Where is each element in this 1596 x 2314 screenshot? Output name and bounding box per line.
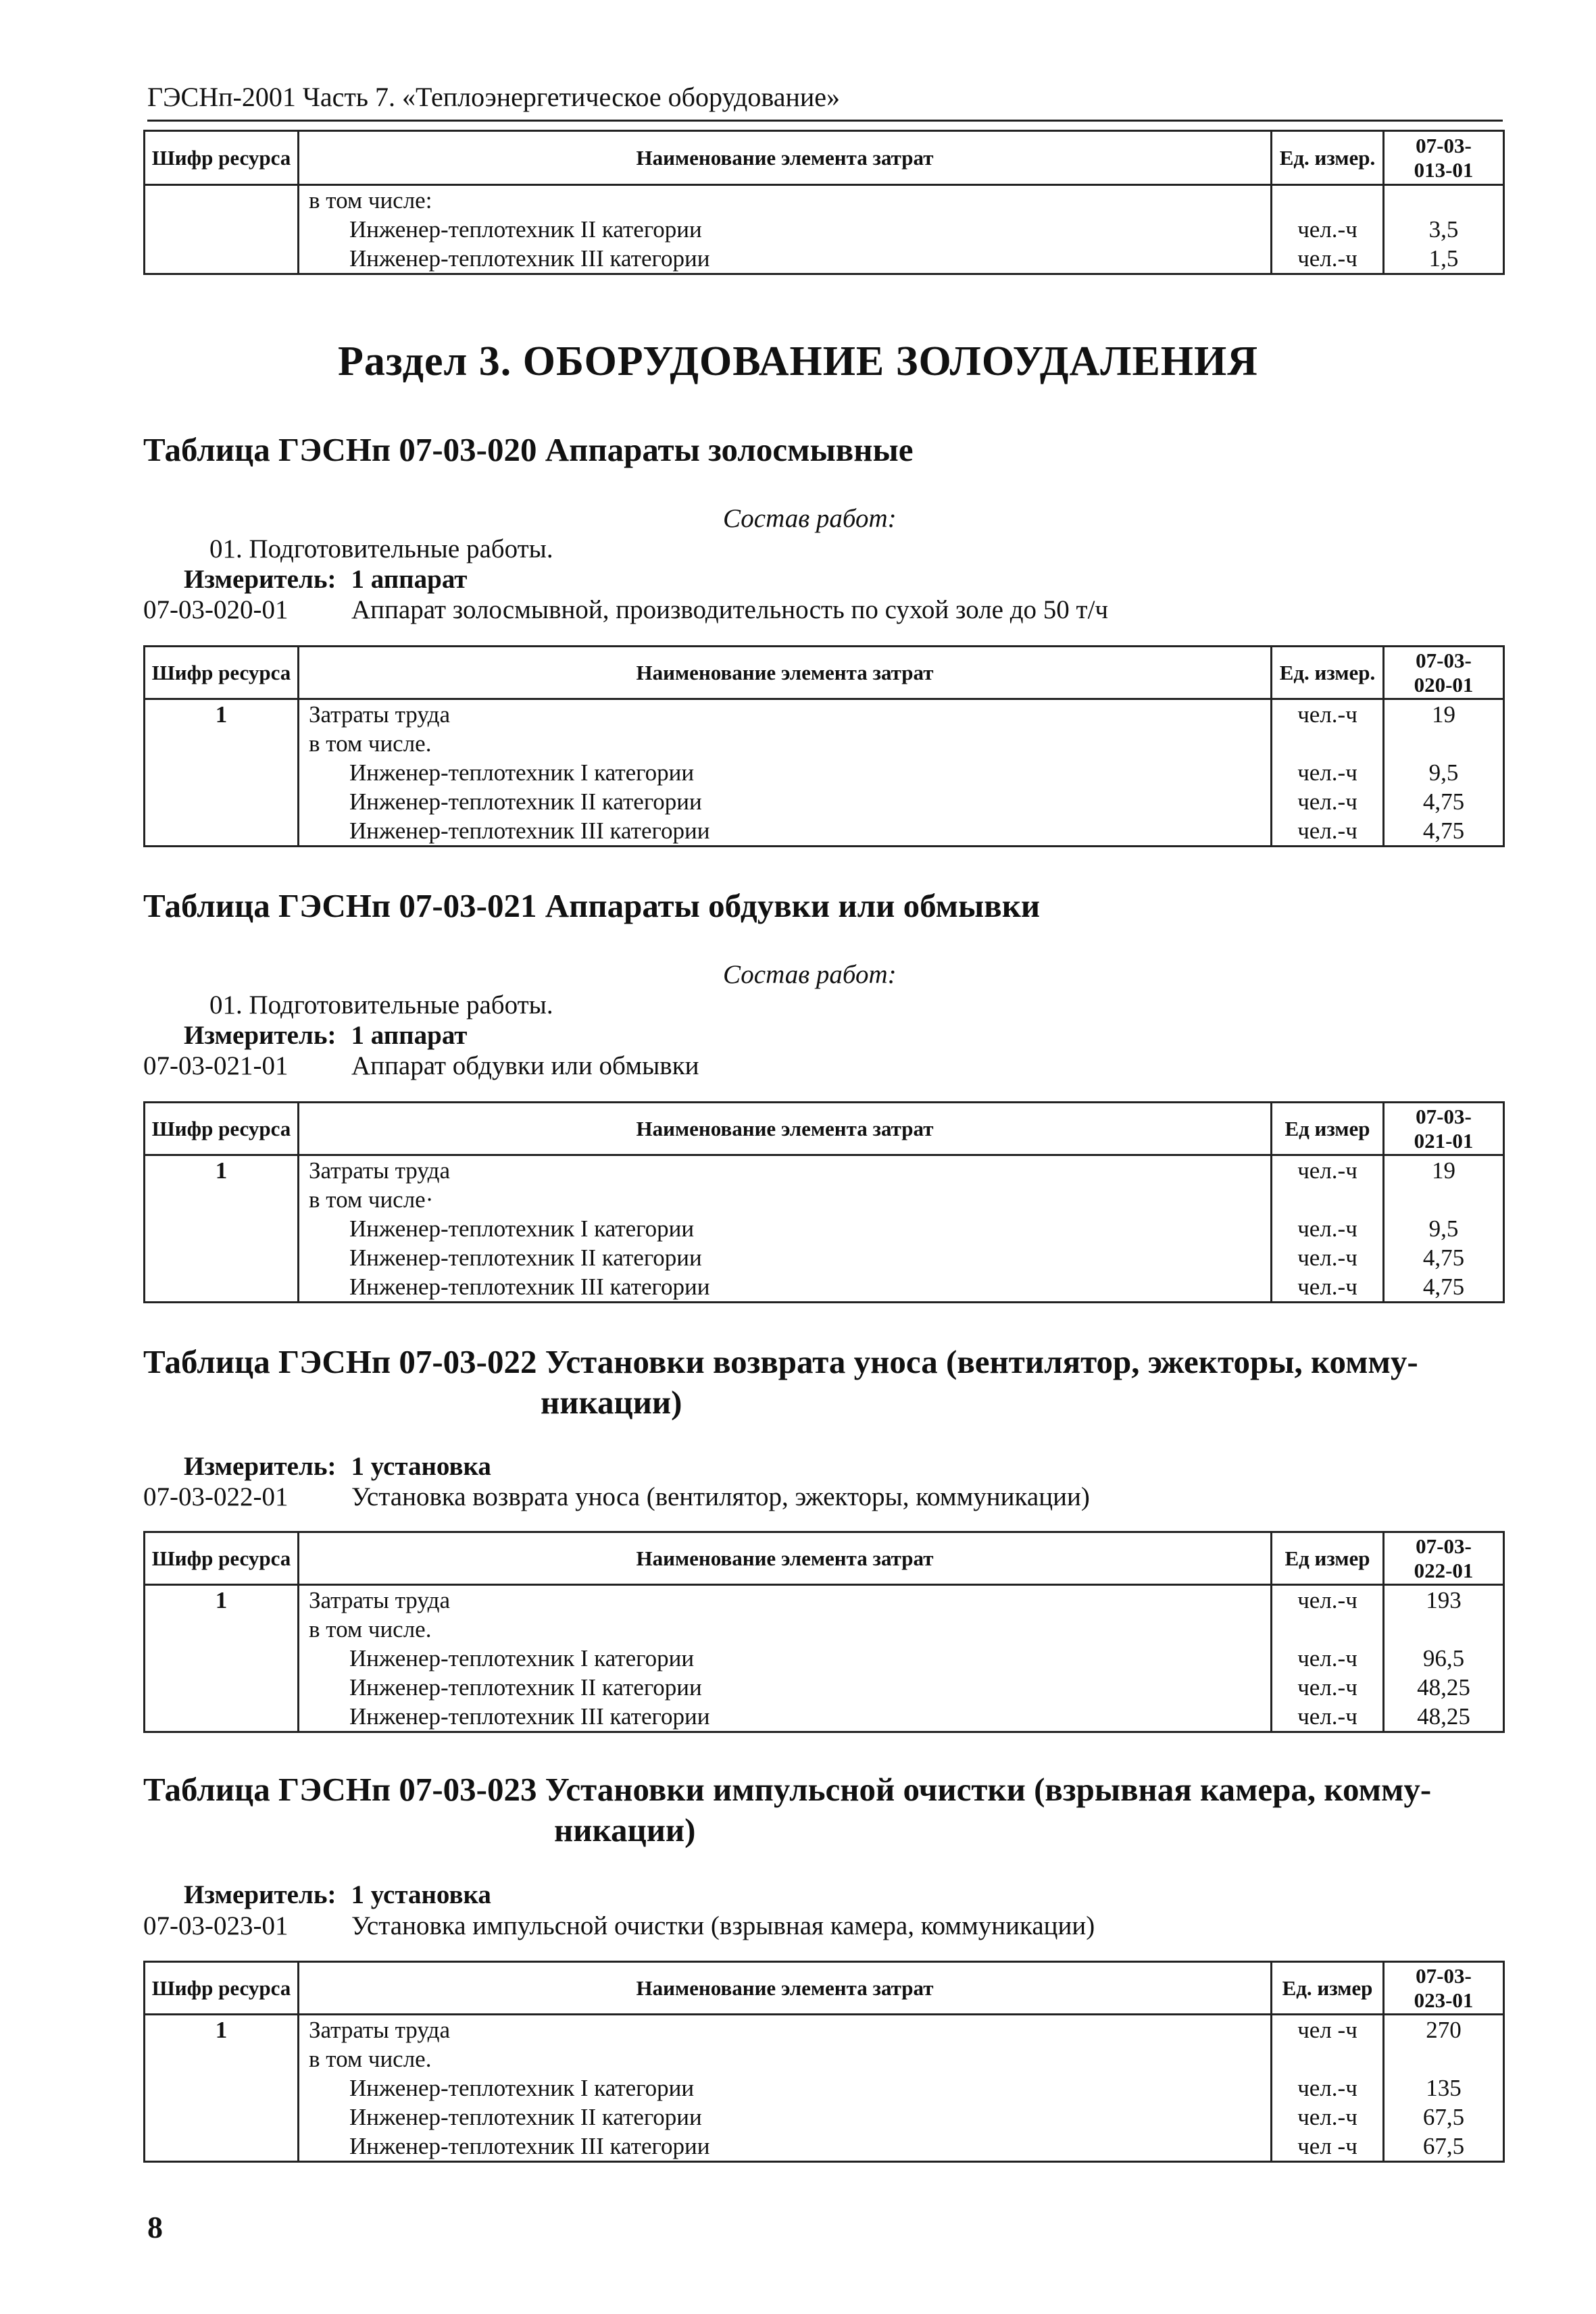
col-header-unit: Ед измер — [1272, 1532, 1384, 1585]
rate-code: 07-03-023-01 — [143, 1911, 289, 1940]
row-value: 67,5 — [1422, 2133, 1465, 2159]
row-unit: чел -ч — [1297, 2017, 1357, 2043]
name-cell — [299, 2015, 1272, 2162]
unit-cell — [1272, 699, 1384, 847]
rate-name: Аппарат золосмывной, производительность по сухой золе до 50 т/ч — [351, 595, 1109, 624]
unit-cell — [1272, 1155, 1384, 1303]
row-unit: чел.-ч — [1297, 1703, 1357, 1730]
col-header-rate — [1384, 647, 1504, 699]
measure-value: 1 установка — [351, 1880, 491, 1909]
col-header-name: Наименование элемента затрат — [299, 1103, 1272, 1155]
row-name: Инженер-теплотехник II категории — [349, 2104, 702, 2130]
rate-line — [143, 1482, 1090, 1512]
col-header-name: Наименование элемента затрат — [299, 1962, 1272, 2015]
row-name: Инженер-теплотехник I категории — [349, 1645, 695, 1671]
value-cell — [1384, 699, 1504, 847]
measure-value: 1 аппарат — [351, 565, 468, 594]
row-name: Инженер-теплотехник II категории — [349, 1244, 702, 1271]
row-unit — [1272, 729, 1382, 758]
row-code: 1 — [215, 1157, 228, 1184]
page-header: ГЭСНп-2001 Часть 7. «Теплоэнергетическое оборудование» — [147, 82, 841, 112]
row-value: 19 — [1432, 701, 1455, 728]
row-code: 1 — [215, 2017, 228, 2043]
rate-name: Установка возврата уноса (вентилятор, эжекторы, коммуникации) — [351, 1482, 1090, 1511]
row-name: Затраты труда — [309, 1587, 450, 1613]
col-header-code: Шифр ресурса — [145, 647, 299, 699]
work-item: 01. Подготовительные работы. — [209, 534, 553, 563]
row-unit — [1272, 2044, 1382, 2073]
table-07-03-022 — [143, 1531, 1505, 1733]
row-value: 270 — [1426, 2017, 1462, 2043]
row-value: 1,5 — [1428, 245, 1459, 272]
row-unit: чел.-ч — [1297, 818, 1357, 844]
row-name: Инженер-теплотехник II категории — [349, 788, 702, 815]
table-07-03-023 — [143, 1961, 1505, 2163]
code-cell — [145, 699, 299, 847]
rate-code: 07-03-022-01 — [143, 1482, 289, 1511]
row-value: 4,75 — [1422, 788, 1465, 815]
table-07-03-013 — [143, 130, 1505, 275]
col-header-code: Шифр ресурса — [145, 131, 299, 185]
row-code: 1 — [215, 701, 228, 728]
row-name: Инженер-теплотехник III категории — [349, 1703, 710, 1730]
measure-label: Измеритель: — [184, 1880, 336, 1909]
row-unit: чел.-ч — [1297, 759, 1357, 786]
row-value: 4,75 — [1422, 1274, 1465, 1300]
row-unit: чел.-ч — [1297, 1587, 1357, 1613]
row-name: Инженер-теплотехник I категории — [349, 759, 695, 786]
code-cell — [145, 2015, 299, 2162]
col-header-name: Наименование элемента затрат — [299, 131, 1272, 185]
table-07-03-020 — [143, 645, 1505, 847]
section-title: Раздел 3. ОБОРУДОВАНИЕ ЗОЛОУДАЛЕНИЯ — [337, 338, 1259, 384]
row-name: Инженер-теплотехник II категории — [349, 216, 702, 243]
row-unit: чел.-ч — [1297, 788, 1357, 815]
row-value — [1385, 1615, 1503, 1644]
row-name: Затраты труда — [309, 701, 450, 728]
measure-line — [184, 1020, 467, 1051]
row-unit — [1272, 1615, 1382, 1644]
rate-name: Аппарат обдувки или обмывки — [351, 1051, 699, 1080]
rate-code: 07-03-021-01 — [143, 1051, 289, 1080]
row-name: Инженер-теплотехник III категории — [349, 2133, 710, 2159]
name-cell — [299, 699, 1272, 847]
row-name: в том числе. — [309, 1616, 432, 1642]
code-cell — [145, 185, 299, 274]
rate-line — [143, 595, 1109, 625]
row-value: 4,75 — [1422, 818, 1465, 844]
table-title-cont: никации) — [554, 1811, 696, 1848]
row-unit: чел.-ч — [1297, 2104, 1357, 2130]
table-title-cont: никации) — [541, 1384, 682, 1421]
row-name: в том числе· — [309, 1186, 434, 1213]
row-name: в том числе. — [309, 730, 432, 757]
work-item: 01. Подготовительные работы. — [209, 990, 553, 1020]
rate-name: Установка импульсной очистки (взрывная камера, коммуникации) — [351, 1911, 1095, 1940]
rate-code: 07-03-020-01 — [143, 595, 289, 624]
row-name: Инженер-теплотехник I категории — [349, 2075, 695, 2101]
row-unit: чел.-ч — [1297, 245, 1357, 272]
row-value: 19 — [1432, 1157, 1455, 1184]
row-name: Инженер-теплотехник III категории — [349, 818, 710, 844]
col-header-unit: Ед. измер — [1272, 1962, 1384, 2015]
name-cell — [299, 1585, 1272, 1732]
table-title: Таблица ГЭСНп 07-03-020 Аппараты золосмывные — [143, 431, 914, 468]
row-value: 3,5 — [1428, 216, 1459, 243]
row-unit: чел -ч — [1297, 2133, 1357, 2159]
row-unit: чел.-ч — [1297, 2075, 1357, 2101]
col-header-rate — [1384, 1532, 1504, 1585]
unit-cell — [1272, 185, 1384, 274]
row-code: 1 — [215, 1587, 228, 1613]
measure-value: 1 установка — [351, 1452, 491, 1481]
unit-cell — [1272, 2015, 1384, 2162]
row-value: 48,25 — [1417, 1703, 1470, 1730]
col-header-name: Наименование элемента затрат — [299, 647, 1272, 699]
value-cell — [1384, 2015, 1504, 2162]
row-unit: чел.-ч — [1297, 1157, 1357, 1184]
row-value — [1385, 1185, 1503, 1214]
measure-label: Измеритель: — [184, 1021, 336, 1050]
row-unit: чел.-ч — [1297, 216, 1357, 243]
table-title: Таблица ГЭСНп 07-03-021 Аппараты обдувки или обмывки — [143, 887, 1041, 924]
measure-value: 1 аппарат — [351, 1021, 468, 1050]
row-unit: чел.-ч — [1297, 1274, 1357, 1300]
measure-label: Измеритель: — [184, 565, 336, 594]
row-name: Инженер-теплотехник III категории — [349, 245, 710, 272]
table-07-03-021 — [143, 1101, 1505, 1303]
col-header-name: Наименование элемента затрат — [299, 1532, 1272, 1585]
row-name: Инженер-теплотехник I категории — [349, 1215, 695, 1242]
row-value — [1385, 186, 1503, 215]
unit-cell — [1272, 1585, 1384, 1732]
row-unit: чел.-ч — [1297, 1645, 1357, 1671]
name-cell — [299, 1155, 1272, 1303]
sostav-label: Состав работ: — [723, 960, 897, 989]
row-unit: чел.-ч — [1297, 701, 1357, 728]
col-header-unit: Ед измер — [1272, 1103, 1384, 1155]
measure-label: Измеритель: — [184, 1452, 336, 1481]
row-unit — [1272, 186, 1382, 215]
rate-code: 07-03-022-01 — [1414, 1534, 1474, 1582]
measure-line — [184, 1880, 491, 1910]
rate-code: 07-03-013-01 — [1414, 133, 1474, 182]
measure-line — [184, 1451, 491, 1482]
rate-code: 07-03-023-01 — [1414, 1963, 1474, 2012]
page-number: 8 — [147, 2210, 163, 2244]
rate-line — [143, 1911, 1095, 1941]
value-cell — [1384, 1155, 1504, 1303]
name-cell — [299, 185, 1272, 274]
row-name: Затраты труда — [309, 2017, 450, 2043]
measure-line — [184, 564, 467, 595]
row-value: 96,5 — [1422, 1645, 1465, 1671]
rate-line — [143, 1051, 699, 1081]
rate-code: 07-03-020-01 — [1414, 648, 1474, 697]
col-header-rate — [1384, 131, 1504, 185]
row-value: 9,5 — [1428, 759, 1459, 786]
row-name: в том числе. — [309, 2046, 432, 2072]
sostav-label: Состав работ: — [723, 504, 897, 533]
row-value: 67,5 — [1422, 2104, 1465, 2130]
col-header-rate — [1384, 1962, 1504, 2015]
row-value — [1385, 2044, 1503, 2073]
code-cell — [145, 1585, 299, 1732]
col-header-rate — [1384, 1103, 1504, 1155]
header-rule — [147, 120, 1503, 122]
row-value: 48,25 — [1417, 1674, 1470, 1701]
row-value: 193 — [1426, 1587, 1462, 1613]
row-name: Затраты труда — [309, 1157, 450, 1184]
table-title: Таблица ГЭСНп 07-03-022 Установки возврата уноса (вентилятор, эжекторы, комму- — [143, 1343, 1418, 1380]
row-name: Инженер-теплотехник III категории — [349, 1274, 710, 1300]
row-unit: чел.-ч — [1297, 1215, 1357, 1242]
row-name: Инженер-теплотехник II категории — [349, 1674, 702, 1701]
col-header-code: Шифр ресурса — [145, 1103, 299, 1155]
row-value: 135 — [1426, 2075, 1462, 2101]
col-header-unit: Ед. измер. — [1272, 131, 1384, 185]
value-cell — [1384, 185, 1504, 274]
col-header-code: Шифр ресурса — [145, 1532, 299, 1585]
col-header-unit: Ед. измер. — [1272, 647, 1384, 699]
row-unit — [1272, 1185, 1382, 1214]
row-value: 4,75 — [1422, 1244, 1465, 1271]
row-unit: чел.-ч — [1297, 1244, 1357, 1271]
row-value: 9,5 — [1428, 1215, 1459, 1242]
table-title: Таблица ГЭСНп 07-03-023 Установки импульсной очистки (взрывная камера, комму- — [143, 1771, 1432, 1808]
col-header-code: Шифр ресурса — [145, 1962, 299, 2015]
code-cell — [145, 1155, 299, 1303]
row-name: в том числе: — [309, 187, 432, 213]
row-value — [1385, 729, 1503, 758]
value-cell — [1384, 1585, 1504, 1732]
rate-code: 07-03-021-01 — [1414, 1104, 1474, 1153]
row-unit: чел.-ч — [1297, 1674, 1357, 1701]
